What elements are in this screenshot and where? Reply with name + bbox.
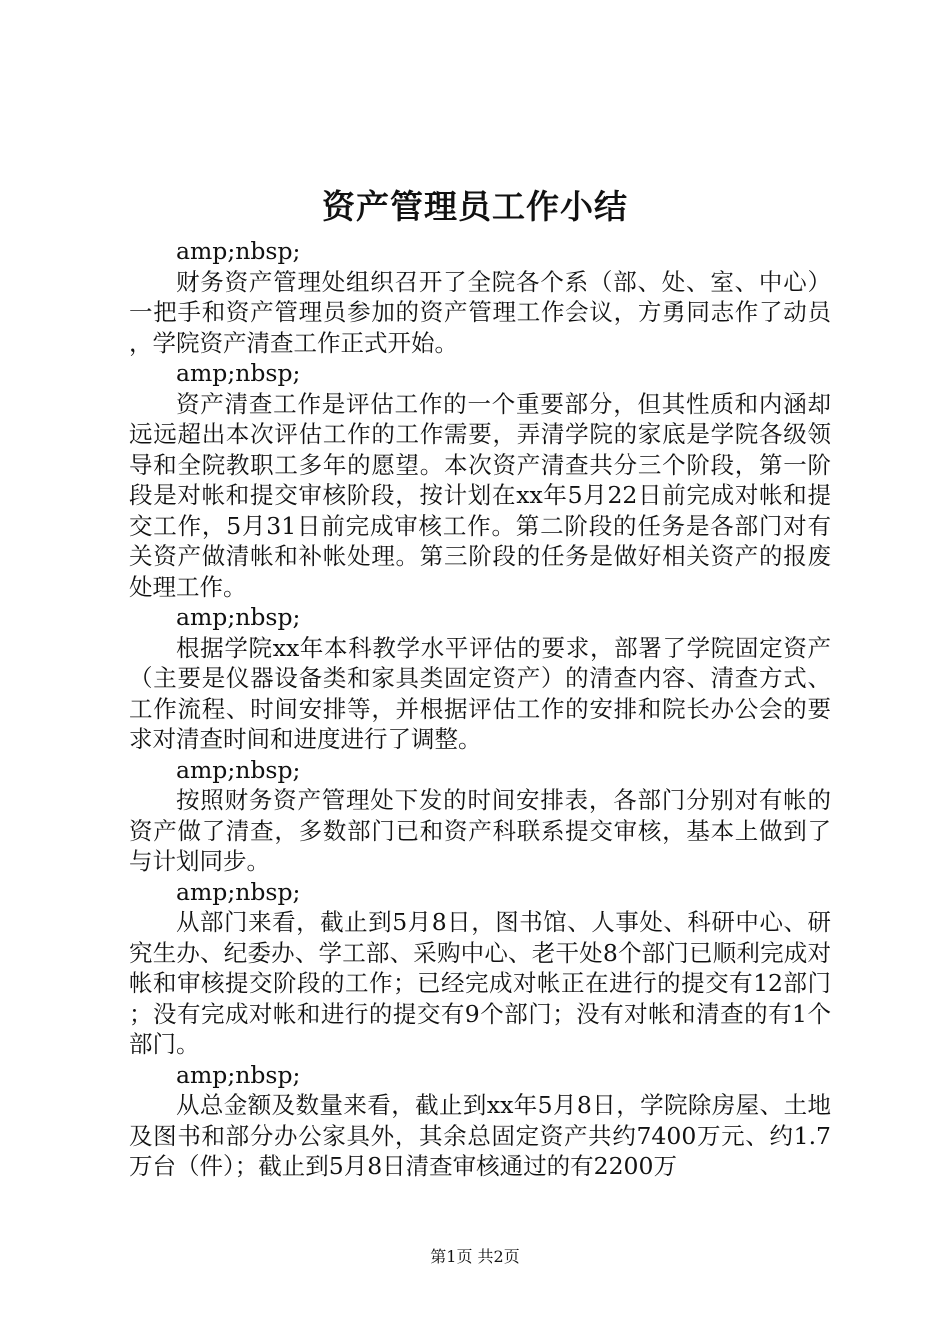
- paragraph-5: 从部门来看，截止到5月8日，图书馆、人事处、科研中心、研究生办、纪委办、学工部、采购中心、老干处8个部门已顺利完成对帐和审核提交阶段的工作；已经完成对帐正在进行的提交有12部门；没有完成对帐和进行的提交有9个部门；没有对帐和清查的有1个部门。: [129, 908, 831, 1058]
- nbsp-placeholder: amp;nbsp;: [176, 877, 301, 906]
- nbsp-placeholder: amp;nbsp;: [176, 1060, 301, 1089]
- nbsp-placeholder: amp;nbsp;: [176, 603, 301, 631]
- nbsp-placeholder: amp;nbsp;: [176, 755, 301, 784]
- paragraph-2: 资产清查工作是评估工作的一个重要部分，但其性质和内涵却远远超出本次评估工作的工作需要，弄清学院的家底是学院各级领导和全院教职工多年的愿望。本次资产清查共分三个阶段，第一阶段是对帐和提交审核阶段，按计划在xx年5月22日前完成对帐和提交工作，5月31日前完成审核工作。第二阶段的任务是各部门对有关资产做清帐和补帐处理。第三阶段的任务是做好相关资产的报废处理工作。: [129, 389, 831, 601]
- document-title: 资产管理员工作小结: [322, 187, 628, 226]
- paragraph-1: 财务资产管理处组织召开了全院各个系（部、处、室、中心）一把手和资产管理员参加的资产管理工作会议，方勇同志作了动员，学院资产清查工作正式开始。: [129, 267, 831, 357]
- nbsp-placeholder: amp;nbsp;: [176, 237, 301, 265]
- paragraph-6: 从总金额及数量来看，截止到xx年5月8日，学院除房屋、土地及图书和部分办公家具外，其余总固定资产共约7400万元、约1.7万台（件）；截止到5月8日清查审核通过的有2200万: [129, 1091, 831, 1180]
- page-footer: 第1页 共2页: [430, 1247, 520, 1266]
- nbsp-placeholder: amp;nbsp;: [176, 359, 301, 387]
- paragraph-4: 按照财务资产管理处下发的时间安排表，各部门分别对有帐的资产做了清查，多数部门已和资产科联系提交审核，基本上做到了与计划同步。: [129, 786, 831, 875]
- document-body: [129, 236, 831, 1182]
- paragraph-3: 根据学院xx年本科教学水平评估的要求，部署了学院固定资产（主要是仪器设备类和家具类固定资产）的清查内容、清查方式、工作流程、时间安排等，并根据评估工作的安排和院长办公会的要求对清查时间和进度进行了调整。: [129, 633, 831, 753]
